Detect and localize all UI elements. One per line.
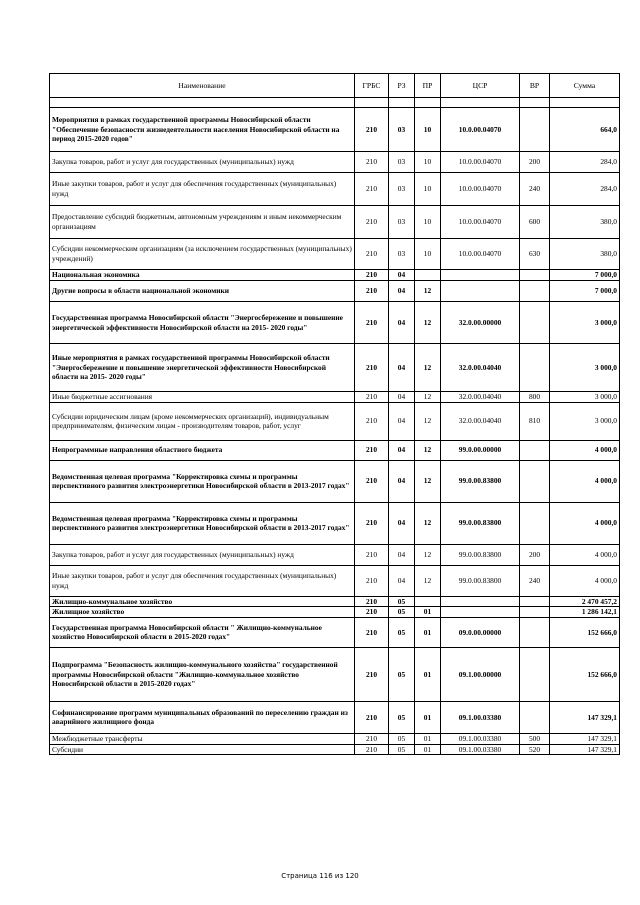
row-grbs: 210	[355, 239, 389, 270]
row-pr: 12	[415, 402, 441, 440]
row-grbs: 210	[355, 206, 389, 239]
row-csr: 09.1.00.03380	[441, 733, 520, 744]
row-rz: 04	[389, 440, 415, 460]
row-rz: 05	[389, 607, 415, 618]
row-csr: 32.0.00.00000	[441, 302, 520, 344]
row-grbs: 210	[355, 392, 389, 403]
row-csr	[441, 607, 520, 618]
row-grbs: 210	[355, 402, 389, 440]
table-row	[50, 206, 620, 239]
table-row	[50, 617, 620, 647]
header-vr: ВР	[520, 74, 550, 98]
row-pr: 12	[415, 344, 441, 392]
row-sum: 380,0	[550, 239, 620, 270]
table-row	[50, 344, 620, 392]
row-grbs: 210	[355, 733, 389, 744]
row-sum: 4 000,0	[550, 544, 620, 565]
row-grbs: 210	[355, 544, 389, 565]
row-rz: 05	[389, 744, 415, 755]
row-grbs: 210	[355, 701, 389, 733]
table-row	[50, 565, 620, 596]
row-pr	[415, 270, 441, 281]
row-sum: 152 666,0	[550, 647, 620, 701]
row-csr: 99.0.00.83800	[441, 460, 520, 502]
row-name: Жилищно-коммунальное хозяйство	[50, 596, 355, 607]
row-pr: 12	[415, 565, 441, 596]
table-row	[50, 733, 620, 744]
row-vr	[520, 440, 550, 460]
row-vr: 240	[520, 565, 550, 596]
table-row	[50, 544, 620, 565]
row-sum: 4 000,0	[550, 502, 620, 544]
row-pr: 01	[415, 701, 441, 733]
row-vr	[520, 270, 550, 281]
table-row	[50, 440, 620, 460]
header-csr: ЦСР	[441, 74, 520, 98]
table-spacer-row	[50, 98, 620, 108]
row-grbs: 210	[355, 617, 389, 647]
row-csr: 99.0.00.83800	[441, 544, 520, 565]
row-vr: 200	[520, 152, 550, 173]
header-name: Наименование	[50, 74, 355, 98]
row-rz: 04	[389, 502, 415, 544]
row-pr: 10	[415, 206, 441, 239]
row-vr	[520, 617, 550, 647]
row-vr	[520, 302, 550, 344]
row-grbs: 210	[355, 173, 389, 206]
row-vr	[520, 596, 550, 607]
row-grbs: 210	[355, 440, 389, 460]
table-row	[50, 302, 620, 344]
row-csr: 99.0.00.83800	[441, 565, 520, 596]
table-header-row	[50, 74, 620, 98]
row-csr: 32.0.00.04040	[441, 392, 520, 403]
row-grbs: 210	[355, 270, 389, 281]
row-vr	[520, 701, 550, 733]
row-pr: 12	[415, 392, 441, 403]
row-vr: 630	[520, 239, 550, 270]
row-pr: 12	[415, 544, 441, 565]
row-grbs: 210	[355, 502, 389, 544]
row-rz: 05	[389, 596, 415, 607]
row-sum: 3 000,0	[550, 344, 620, 392]
row-pr	[415, 596, 441, 607]
row-vr	[520, 281, 550, 302]
table-row	[50, 281, 620, 302]
header-pr: ПР	[415, 74, 441, 98]
table-row	[50, 460, 620, 502]
row-vr: 810	[520, 402, 550, 440]
row-name: Субсидии	[50, 744, 355, 755]
row-pr: 12	[415, 460, 441, 502]
table-row	[50, 270, 620, 281]
row-name: Другие вопросы в области национальной экономики	[50, 281, 355, 302]
row-grbs: 210	[355, 607, 389, 618]
row-name: Государственная программа Новосибирской области " Жилищно-коммунальное хозяйство Новосибирской области в 2015-2020 годах"	[50, 617, 355, 647]
row-vr	[520, 108, 550, 152]
row-name: Софинансирование программ муниципальных образований по переселению граждан из аварийного жилищного фонда	[50, 701, 355, 733]
row-sum: 284,0	[550, 173, 620, 206]
row-rz: 03	[389, 108, 415, 152]
row-pr: 12	[415, 502, 441, 544]
row-csr	[441, 596, 520, 607]
row-sum: 664,0	[550, 108, 620, 152]
row-csr: 10.0.00.04070	[441, 152, 520, 173]
row-grbs: 210	[355, 744, 389, 755]
row-vr: 200	[520, 544, 550, 565]
header-rz: РЗ	[389, 74, 415, 98]
table-row	[50, 239, 620, 270]
row-vr: 600	[520, 206, 550, 239]
row-pr: 01	[415, 607, 441, 618]
table-row	[50, 596, 620, 607]
row-name: Предоставление субсидий бюджетным, автономным учреждениям и иным некоммерческим организациям	[50, 206, 355, 239]
row-sum: 152 666,0	[550, 617, 620, 647]
row-pr: 10	[415, 108, 441, 152]
row-name: Межбюджетные трансферты	[50, 733, 355, 744]
row-vr	[520, 647, 550, 701]
row-pr: 12	[415, 440, 441, 460]
row-rz: 04	[389, 281, 415, 302]
row-sum: 3 000,0	[550, 302, 620, 344]
row-name: Иные мероприятия в рамках государственной программы Новосибирской области "Энергосбережение и повышение энергетической эффективности Новосибирской области на 2015- 2020 годы"	[50, 344, 355, 392]
row-vr: 500	[520, 733, 550, 744]
row-csr: 09.0.00.00000	[441, 617, 520, 647]
row-name: Субсидии некоммерческим организациям (за исключением государственных (муниципальных) учреждений)	[50, 239, 355, 270]
row-rz: 04	[389, 402, 415, 440]
row-name: Закупка товаров, работ и услуг для государственных (муниципальных) нужд	[50, 544, 355, 565]
row-rz: 04	[389, 392, 415, 403]
row-csr: 10.0.00.04070	[441, 206, 520, 239]
row-name: Иные закупки товаров, работ и услуг для обеспечения государственных (муниципальных) нужд	[50, 565, 355, 596]
row-pr: 10	[415, 239, 441, 270]
row-sum: 3 000,0	[550, 392, 620, 403]
row-sum: 4 000,0	[550, 565, 620, 596]
row-sum: 7 000,0	[550, 270, 620, 281]
row-rz: 05	[389, 733, 415, 744]
row-sum: 147 329,1	[550, 701, 620, 733]
row-name: Иные бюджетные ассигнования	[50, 392, 355, 403]
row-rz: 03	[389, 173, 415, 206]
table-body	[50, 108, 620, 755]
row-rz: 04	[389, 460, 415, 502]
row-sum: 1 286 142,1	[550, 607, 620, 618]
row-rz: 04	[389, 270, 415, 281]
row-vr	[520, 607, 550, 618]
row-name: Национальная экономика	[50, 270, 355, 281]
row-csr	[441, 270, 520, 281]
row-rz: 04	[389, 302, 415, 344]
row-name: Непрограммные направления областного бюджета	[50, 440, 355, 460]
row-csr: 99.0.00.00000	[441, 440, 520, 460]
table-row	[50, 502, 620, 544]
row-name: Ведомственная целевая программа "Корректировка схемы и программы перспективного развития электроэнергетики Новосибирской области в 2013-2017 годах"	[50, 460, 355, 502]
budget-table	[49, 73, 620, 755]
header-sum: Сумма	[550, 74, 620, 98]
row-rz: 04	[389, 544, 415, 565]
row-rz: 05	[389, 617, 415, 647]
row-pr: 01	[415, 647, 441, 701]
table-row	[50, 108, 620, 152]
row-sum: 147 329,1	[550, 744, 620, 755]
row-vr	[520, 460, 550, 502]
row-name: Жилищное хозяйство	[50, 607, 355, 618]
row-grbs: 210	[355, 302, 389, 344]
row-pr: 01	[415, 733, 441, 744]
row-csr: 09.1.00.03380	[441, 744, 520, 755]
table-row	[50, 607, 620, 618]
row-grbs: 210	[355, 596, 389, 607]
row-pr: 01	[415, 744, 441, 755]
row-grbs: 210	[355, 281, 389, 302]
row-sum: 147 329,1	[550, 733, 620, 744]
row-rz: 04	[389, 565, 415, 596]
row-csr: 09.1.00.00000	[441, 647, 520, 701]
row-rz: 03	[389, 239, 415, 270]
row-rz: 04	[389, 344, 415, 392]
page-footer: Страница 116 из 120	[281, 872, 359, 880]
table-row	[50, 744, 620, 755]
table-row	[50, 647, 620, 701]
row-sum: 3 000,0	[550, 402, 620, 440]
row-csr	[441, 281, 520, 302]
row-csr: 32.0.00.04040	[441, 402, 520, 440]
row-vr	[520, 502, 550, 544]
row-name: Иные закупки товаров, работ и услуг для обеспечения государственных (муниципальных) нужд	[50, 173, 355, 206]
row-name: Государственная программа Новосибирской области "Энергосбережение и повышение энергетической эффективности Новосибирской области на 2015- 2020 годы"	[50, 302, 355, 344]
row-rz: 03	[389, 206, 415, 239]
row-csr: 10.0.00.04070	[441, 173, 520, 206]
row-pr: 10	[415, 173, 441, 206]
row-pr: 12	[415, 281, 441, 302]
row-csr: 10.0.00.04070	[441, 108, 520, 152]
row-vr	[520, 344, 550, 392]
row-name: Закупка товаров, работ и услуг для государственных (муниципальных) нужд	[50, 152, 355, 173]
row-pr: 12	[415, 302, 441, 344]
row-vr: 240	[520, 173, 550, 206]
table-row	[50, 701, 620, 733]
row-name: Ведомственная целевая программа "Корректировка схемы и программы перспективного развития электроэнергетики Новосибирской области в 2013-2017 годах"	[50, 502, 355, 544]
row-rz: 05	[389, 701, 415, 733]
table-row	[50, 392, 620, 403]
header-grbs: ГРБС	[355, 74, 389, 98]
row-sum: 380,0	[550, 206, 620, 239]
row-sum: 7 000,0	[550, 281, 620, 302]
row-sum: 4 000,0	[550, 460, 620, 502]
row-grbs: 210	[355, 108, 389, 152]
row-grbs: 210	[355, 344, 389, 392]
row-csr: 09.1.00.03380	[441, 701, 520, 733]
row-grbs: 210	[355, 460, 389, 502]
row-grbs: 210	[355, 647, 389, 701]
row-vr: 520	[520, 744, 550, 755]
table-row	[50, 173, 620, 206]
row-name: Подпрограмма "Безопасность жилищно-коммунального хозяйства" государственной программы Новосибирской области "Жилищно-коммунальное хозяйство Новосибирской области в 2015-2020 годах"	[50, 647, 355, 701]
row-vr: 800	[520, 392, 550, 403]
row-sum: 284,0	[550, 152, 620, 173]
row-grbs: 210	[355, 565, 389, 596]
row-sum: 4 000,0	[550, 440, 620, 460]
row-grbs: 210	[355, 152, 389, 173]
row-rz: 05	[389, 647, 415, 701]
row-csr: 99.0.00.83800	[441, 502, 520, 544]
row-name: Мероприятия в рамках государственной программы Новосибирской области "Обеспечение безопасности жизнедеятельности населения Новосибирской области на период 2015-2020 годов"	[50, 108, 355, 152]
row-sum: 2 470 457,2	[550, 596, 620, 607]
row-pr: 01	[415, 617, 441, 647]
table-row	[50, 152, 620, 173]
row-csr: 32.0.00.04040	[441, 344, 520, 392]
row-name: Субсидии юридическим лицам (кроме некоммерческих организаций), индивидуальным предпринимателям, физическим лицам - производителям товаров, работ, услуг	[50, 402, 355, 440]
row-rz: 03	[389, 152, 415, 173]
row-csr: 10.0.00.04070	[441, 239, 520, 270]
row-pr: 10	[415, 152, 441, 173]
table-row	[50, 402, 620, 440]
